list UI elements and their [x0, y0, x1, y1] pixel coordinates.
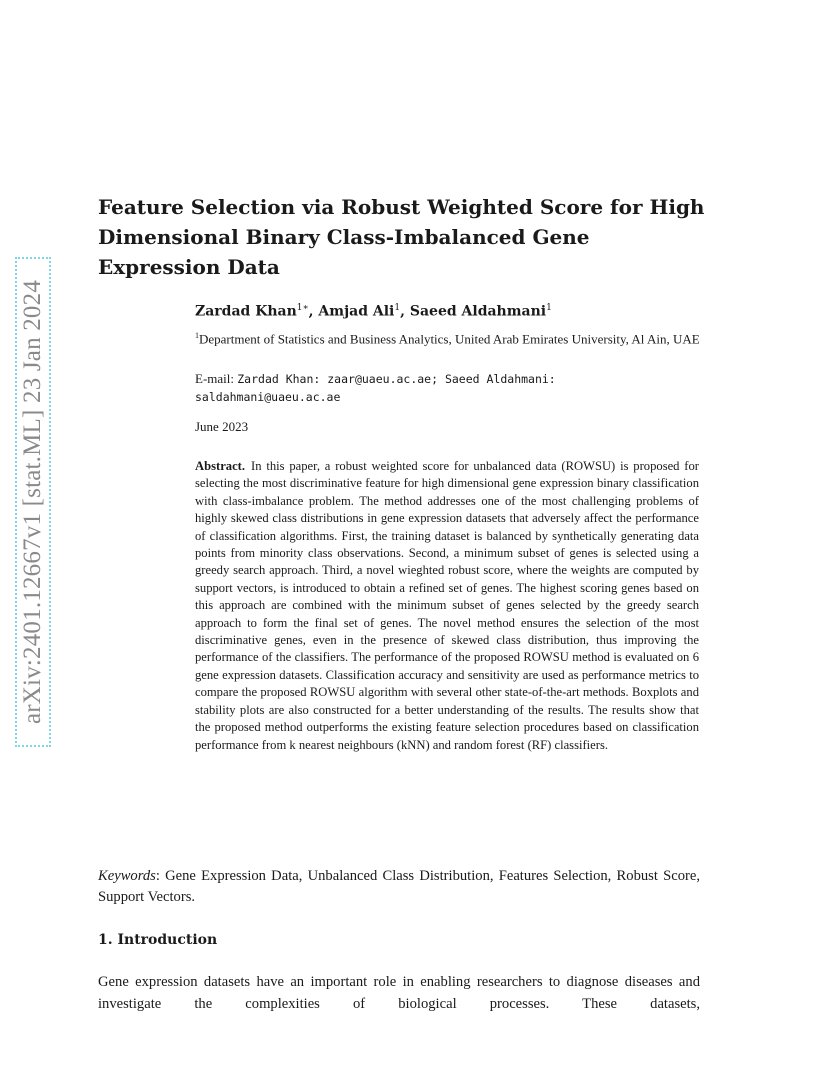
author-list	[195, 303, 552, 320]
abstract-text: In this paper, a robust weighted score for unbalanced data (ROWSU) is proposed for selecting the most discriminative feature for high dimensional gene expression binary classification with class-imbalance problem. The method addresses one of the most challenging problems of highly skewed class distributions in gene expression datasets that adversely affect the performance of classification algorithms. First, the training dataset is balanced by synthetically generating data points from minority class observations. Second, a minimum subset of genes is selected using a greedy search approach. Third, a novel wieghted robust score, where the weights are computed by support vectors, is introduced to obtain a refined set of genes. The highest scoring genes based on this approach are combined with the minimum subset of genes selected by the greedy search approach to form the final set of genes. The novel method ensures the selection of the most discriminative genes, even in the presence of skewed class distribution, thus improving the performance of the classifiers. The performance of the proposed ROWSU method is evaluated on 6 gene expression datasets. Classification accuracy and sensitivity are used as performance metrics to compare the proposed ROWSU algorithm with several other state-of-the-art methods. Boxplots and stability plots are also constructed for a better understanding of the results. The results show that the proposed method outperforms the existing feature selection procedures based on classification performance from k nearest neighbours (kNN) and random forest (RF) classifiers.	[195, 459, 699, 752]
affiliation	[195, 327, 705, 348]
author-name: Amjad Ali	[318, 303, 395, 320]
keywords-label: Keywords	[98, 868, 156, 884]
author-name: Zardad Khan	[195, 303, 297, 320]
keywords-text: : Gene Expression Data, Unbalanced Class Distribution, Features Selection, Robust Score, Support Vectors.	[98, 868, 700, 905]
contact-email	[195, 370, 705, 406]
arxiv-stamp	[15, 257, 51, 747]
author-separator: ,	[400, 303, 410, 320]
paper-title: Feature Selection via Robust Weighted Score for High Dimensional Binary Class-Imbalanced Gene Expression Data	[98, 195, 705, 279]
email-addresses: Zardad Khan: zaar@uaeu.ac.ae; Saeed Aldahmani: saldahmani@uaeu.ac.ae	[195, 372, 556, 404]
section-heading: 1. Introduction	[98, 932, 218, 948]
email-label: E-mail:	[195, 371, 234, 386]
arxiv-identifier: arXiv:2401.12667v1 [stat.ML] 23 Jan 2024	[19, 279, 46, 725]
author-affiliation-mark: 1	[546, 303, 552, 313]
paper-date: June 2023	[195, 419, 249, 434]
keywords	[98, 866, 700, 908]
abstract	[195, 458, 699, 754]
abstract-label: Abstract.	[195, 459, 246, 473]
affiliation-text: Department of Statistics and Business Analytics, United Arab Emirates University, Al Ain, UAE	[199, 331, 700, 347]
author-separator: ,	[308, 303, 319, 320]
author-affiliation-mark: 1	[394, 303, 401, 313]
author-name: Saeed Aldahmani	[409, 303, 547, 320]
affiliation-mark: 1	[195, 331, 199, 340]
author-affiliation-mark: 1∗	[296, 303, 309, 313]
section-body: Gene expression datasets have an important role in enabling researchers to diagnose diseases and investigate the complexities of biological processes. These datasets,	[98, 974, 700, 1012]
